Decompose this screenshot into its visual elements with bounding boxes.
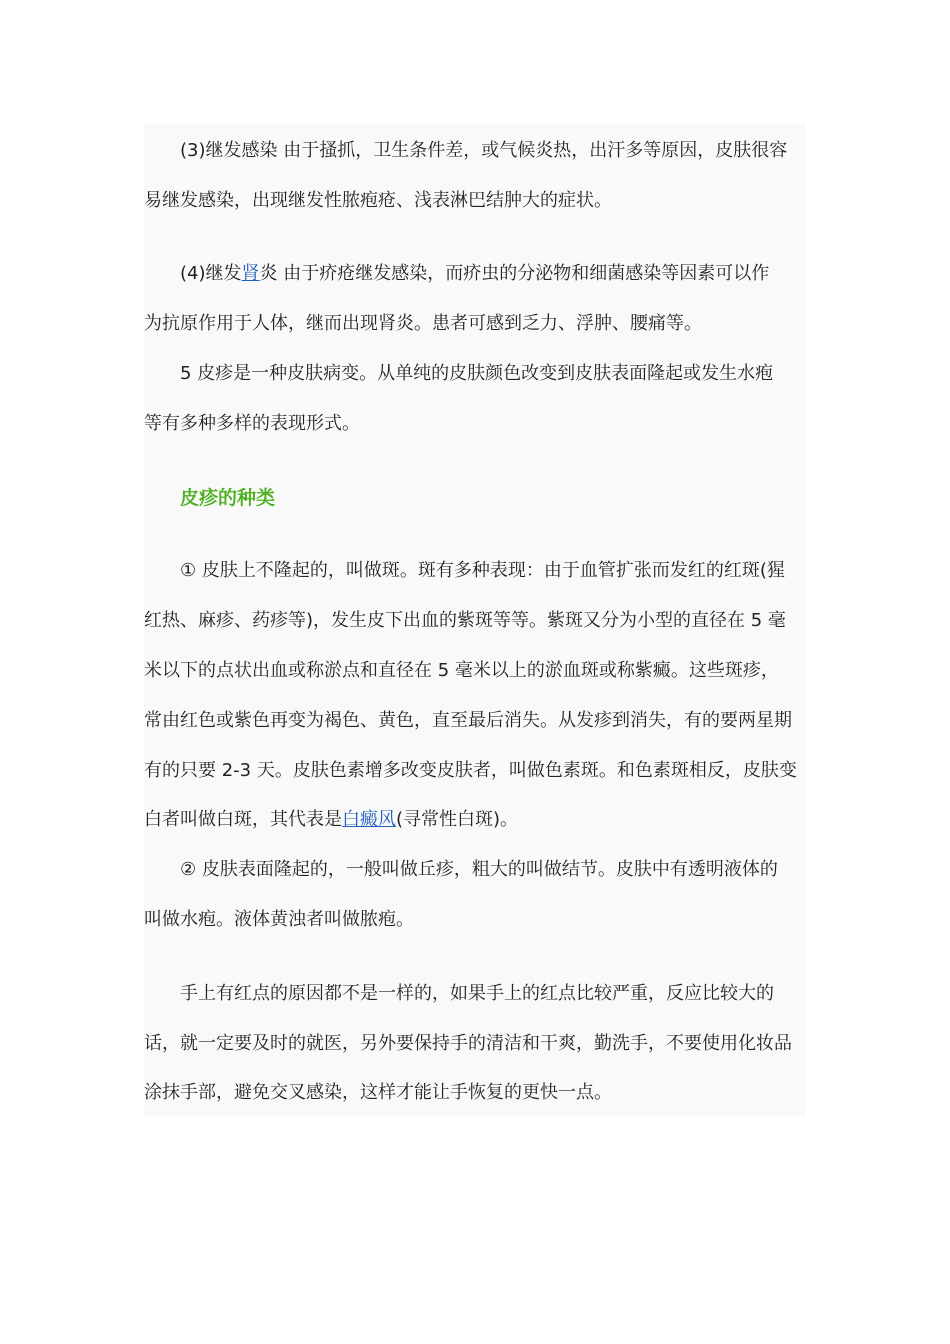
text-segment: (4)继发 xyxy=(180,263,242,284)
paragraph-macule-line: 红热、麻疹、药疹等)，发生皮下出血的紫斑等等。紫斑又分为小型的直径在 5 毫 xyxy=(144,610,786,631)
paragraph-macule-line: 米以下的点状出血或称淤点和直径在 5 毫米以上的淤血斑或称紫癜。这些斑疹， xyxy=(144,660,779,681)
paragraph-advice-line: 手上有红点的原因都不是一样的，如果手上的红点比较严重，反应比较大的 xyxy=(180,983,774,1004)
paragraph-rash-definition-line: 等有多种多样的表现形式。 xyxy=(144,413,360,434)
kidney-link[interactable]: 肾 xyxy=(241,263,260,284)
vitiligo-link[interactable]: 白癜风 xyxy=(342,809,396,830)
article-body xyxy=(144,124,806,1116)
paragraph-advice-line: 话，就一定要及时的就医，另外要保持手的清洁和干爽，勤洗手，不要使用化妆品 xyxy=(144,1033,792,1054)
text-segment: (寻常性白斑)。 xyxy=(396,809,519,830)
section-heading: 皮疹的种类 xyxy=(180,487,276,509)
paragraph-nephritis-line xyxy=(144,261,842,287)
paragraph-papule-line: 叫做水疱。液体黄浊者叫做脓疱。 xyxy=(144,909,414,930)
paragraph-nephritis-line: 为抗原作用于人体，继而出现肾炎。患者可感到乏力、浮肿、腰痛等。 xyxy=(144,313,702,334)
paragraph-macule-line: ① 皮肤上不隆起的，叫做斑。斑有多种表现：由于血管扩张而发红的红斑(猩 xyxy=(180,560,785,581)
paragraph-secondary-infection-line: 易继发感染，出现继发性脓疱疮、浅表淋巴结肿大的症状。 xyxy=(144,190,612,211)
text-segment: 白者叫做白斑，其代表是 xyxy=(144,809,342,830)
paragraph-secondary-infection-line: (3)继发感染 由于搔抓，卫生条件差，或气候炎热，出汗多等原因，皮肤很容 xyxy=(180,140,788,161)
paragraph-macule-line xyxy=(144,807,806,833)
paragraph-macule-line: 有的只要 2-3 天。皮肤色素增多改变皮肤者，叫做色素斑。和色素斑相反，皮肤变 xyxy=(144,760,797,781)
paragraph-advice-line: 涂抹手部，避免交叉感染，这样才能让手恢复的更快一点。 xyxy=(144,1082,612,1103)
paragraph-rash-definition-line: 5 皮疹是一种皮肤病变。从单纯的皮肤颜色改变到皮肤表面隆起或发生水疱 xyxy=(180,363,774,384)
text-segment: 炎 由于疥疮继发感染，而疥虫的分泌物和细菌感染等因素可以作 xyxy=(259,263,770,284)
paragraph-macule-line: 常由红色或紫色再变为褐色、黄色，直至最后消失。从发疹到消失，有的要两星期 xyxy=(144,710,792,731)
paragraph-papule-line: ② 皮肤表面隆起的，一般叫做丘疹，粗大的叫做结节。皮肤中有透明液体的 xyxy=(180,859,778,880)
